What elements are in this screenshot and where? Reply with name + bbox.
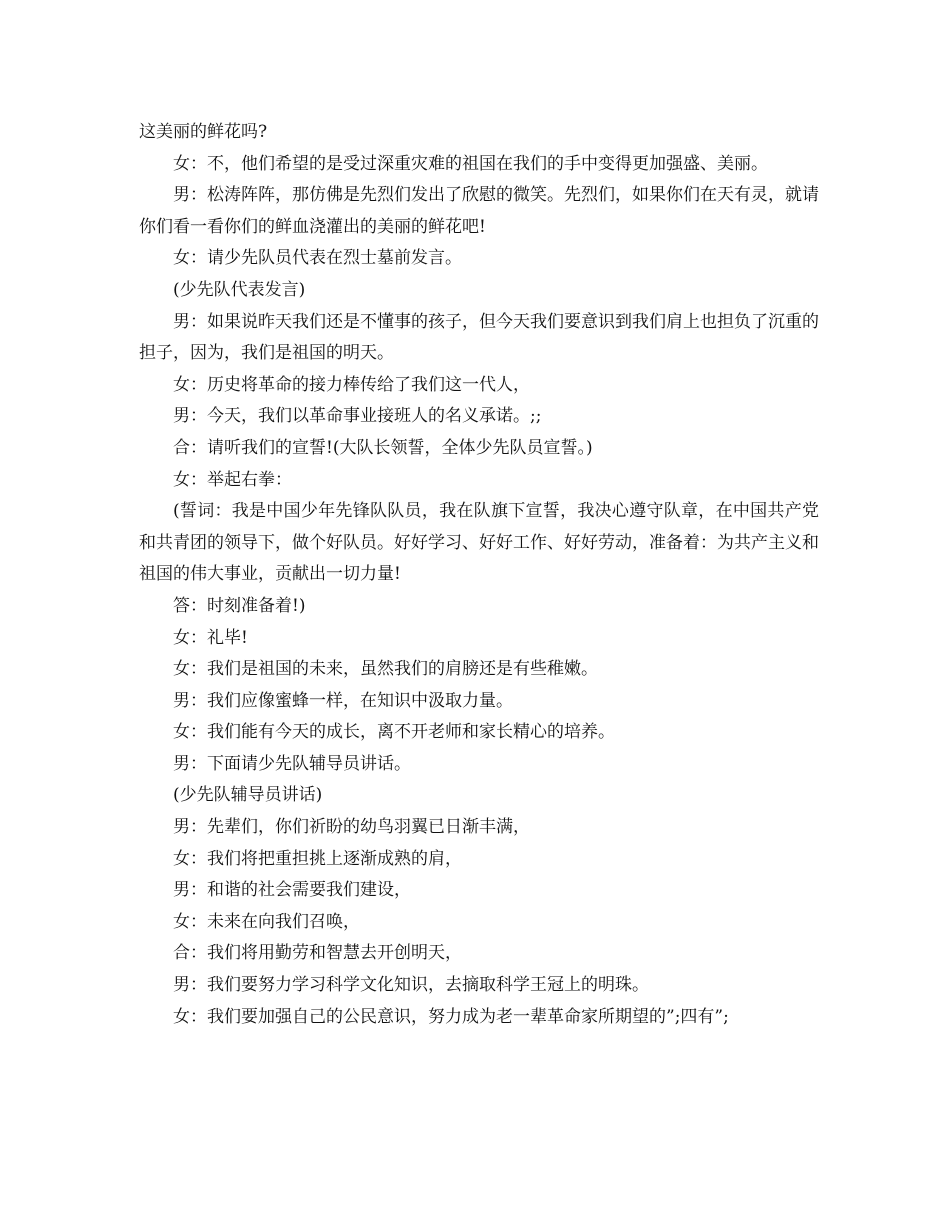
paragraph: 女：我们将把重担挑上逐渐成熟的肩， [173,848,462,869]
paragraph: 女：历史将革命的接力棒传给了我们这一代人， [173,374,530,395]
paragraph: 男：和谐的社会需要我们建设， [173,880,411,901]
paragraph: 女：礼毕! [173,627,248,648]
paragraph: 男：如果说昨天我们还是不懂事的孩子，但今天我们要意识到我们肩上也担负了沉重的担子，因为，我们是祖国的明天。 [139,311,819,364]
paragraph: 合：请听我们的宣誓!(大队长领誓，全体少先队员宣誓。) [173,437,593,458]
paragraph: (誓词：我是中国少年先锋队队员，我在队旗下宣誓，我决心遵守队章，在中国共产党和共青团的领导下，做个好队员。好好学习、好好工作、好好劳动，准备着：为共产主义和祖国的伟大事业，贡献出一切力量! [139,501,819,585]
paragraph: 男：今天，我们以革命事业接班人的名义承诺。;; [173,406,542,427]
paragraph: 女：未来在向我们召唤， [173,911,360,932]
paragraph: 合：我们将用勤劳和智慧去开创明天， [173,943,462,964]
paragraph: 女：我们是祖国的未来，虽然我们的肩膀还是有些稚嫩。 [173,659,598,680]
paragraph: 女：我们能有今天的成长，离不开老师和家长精心的培养。 [173,722,615,743]
paragraph: 男：我们要努力学习科学文化知识，去摘取科学王冠上的明珠。 [173,975,649,996]
paragraph: 这美丽的鲜花吗? [139,122,268,142]
document-body [139,117,819,1033]
paragraph: 男：下面请少先队辅导员讲话。 [173,753,411,774]
paragraph: (少先队辅导员讲话) [173,785,323,806]
paragraph: 女：请少先队员代表在烈士墓前发言。 [173,248,462,269]
paragraph: 女：不，他们希望的是受过深重灾难的祖国在我们的手中变得更加强盛、美丽。 [173,153,768,174]
paragraph: (少先队代表发言) [173,279,306,300]
paragraph: 男：先辈们，你们祈盼的幼鸟羽翼已日渐丰满， [173,817,530,838]
paragraph: 女：我们要加强自己的公民意识，努力成为老一辈革命家所期望的”;四有”; [173,1006,729,1027]
paragraph: 男：松涛阵阵，那仿佛是先烈们发出了欣慰的微笑。先烈们，如果你们在天有灵，就请你们看一看你们的鲜血浇灌出的美丽的鲜花吧! [139,185,819,237]
paragraph: 答：时刻准备着!) [173,595,306,616]
paragraph: 男：我们应像蜜蜂一样，在知识中汲取力量。 [173,690,513,711]
paragraph: 女：举起右拳： [173,469,292,490]
